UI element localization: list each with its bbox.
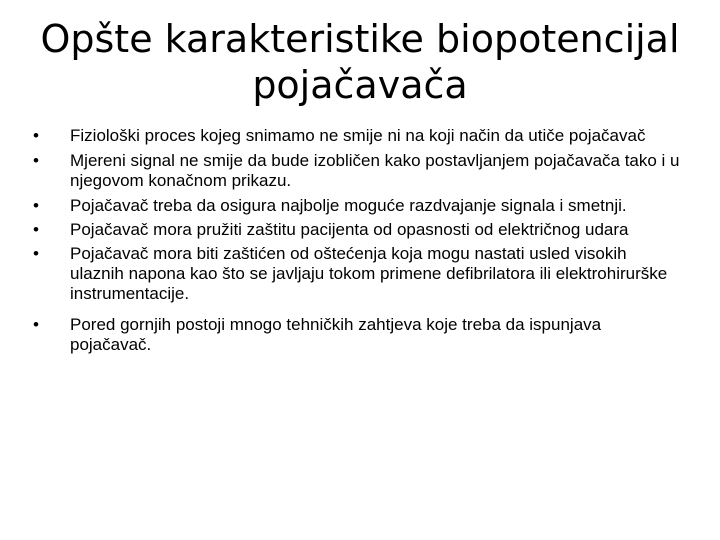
title-line-1: Opšte karakteristike biopotencijal [40,17,680,61]
bullet-icon: • [33,244,39,263]
bullet-icon: • [33,196,39,215]
bullet-text: Pojačavač mora biti zaštićen od oštećenja koja mogu nastati usled visokih ulaznih napona kao što se javljaju tokom primene defibrilatora ili elektrohirurške instrumentacije. [70,244,668,303]
bullet-item [30,220,680,240]
bullet-text: Pojačavač treba da osigura najbolje moguće razdvajanje signala i smetnji. [70,196,627,215]
bullet-text: Mjereni signal ne smije da bude izobličen kako postavljanjem pojačavača tako i u njegovom konačnom prikazu. [70,151,680,190]
bullet-item [30,315,680,355]
bullet-icon: • [33,315,39,334]
bullet-list [30,126,680,355]
bullet-icon: • [33,220,39,239]
bullet-text: Pojačavač mora pružiti zaštitu pacijenta od opasnosti od električnog udara [70,220,629,239]
slide-title [20,16,700,109]
bullet-icon: • [33,126,39,145]
bullet-text: Pored gornjih postoji mnogo tehničkih zahtjeva koje treba da ispunjava pojačavač. [70,315,602,354]
bullet-item [30,244,680,304]
bullet-item [30,151,680,191]
bullet-text: Fiziološki proces kojeg snimamo ne smije ni na koji način da utiče pojačavač [70,126,646,145]
bullet-icon: • [33,151,39,170]
bullet-item [30,196,680,216]
bullet-item [30,126,680,146]
title-line-2: pojačavača [252,63,468,108]
